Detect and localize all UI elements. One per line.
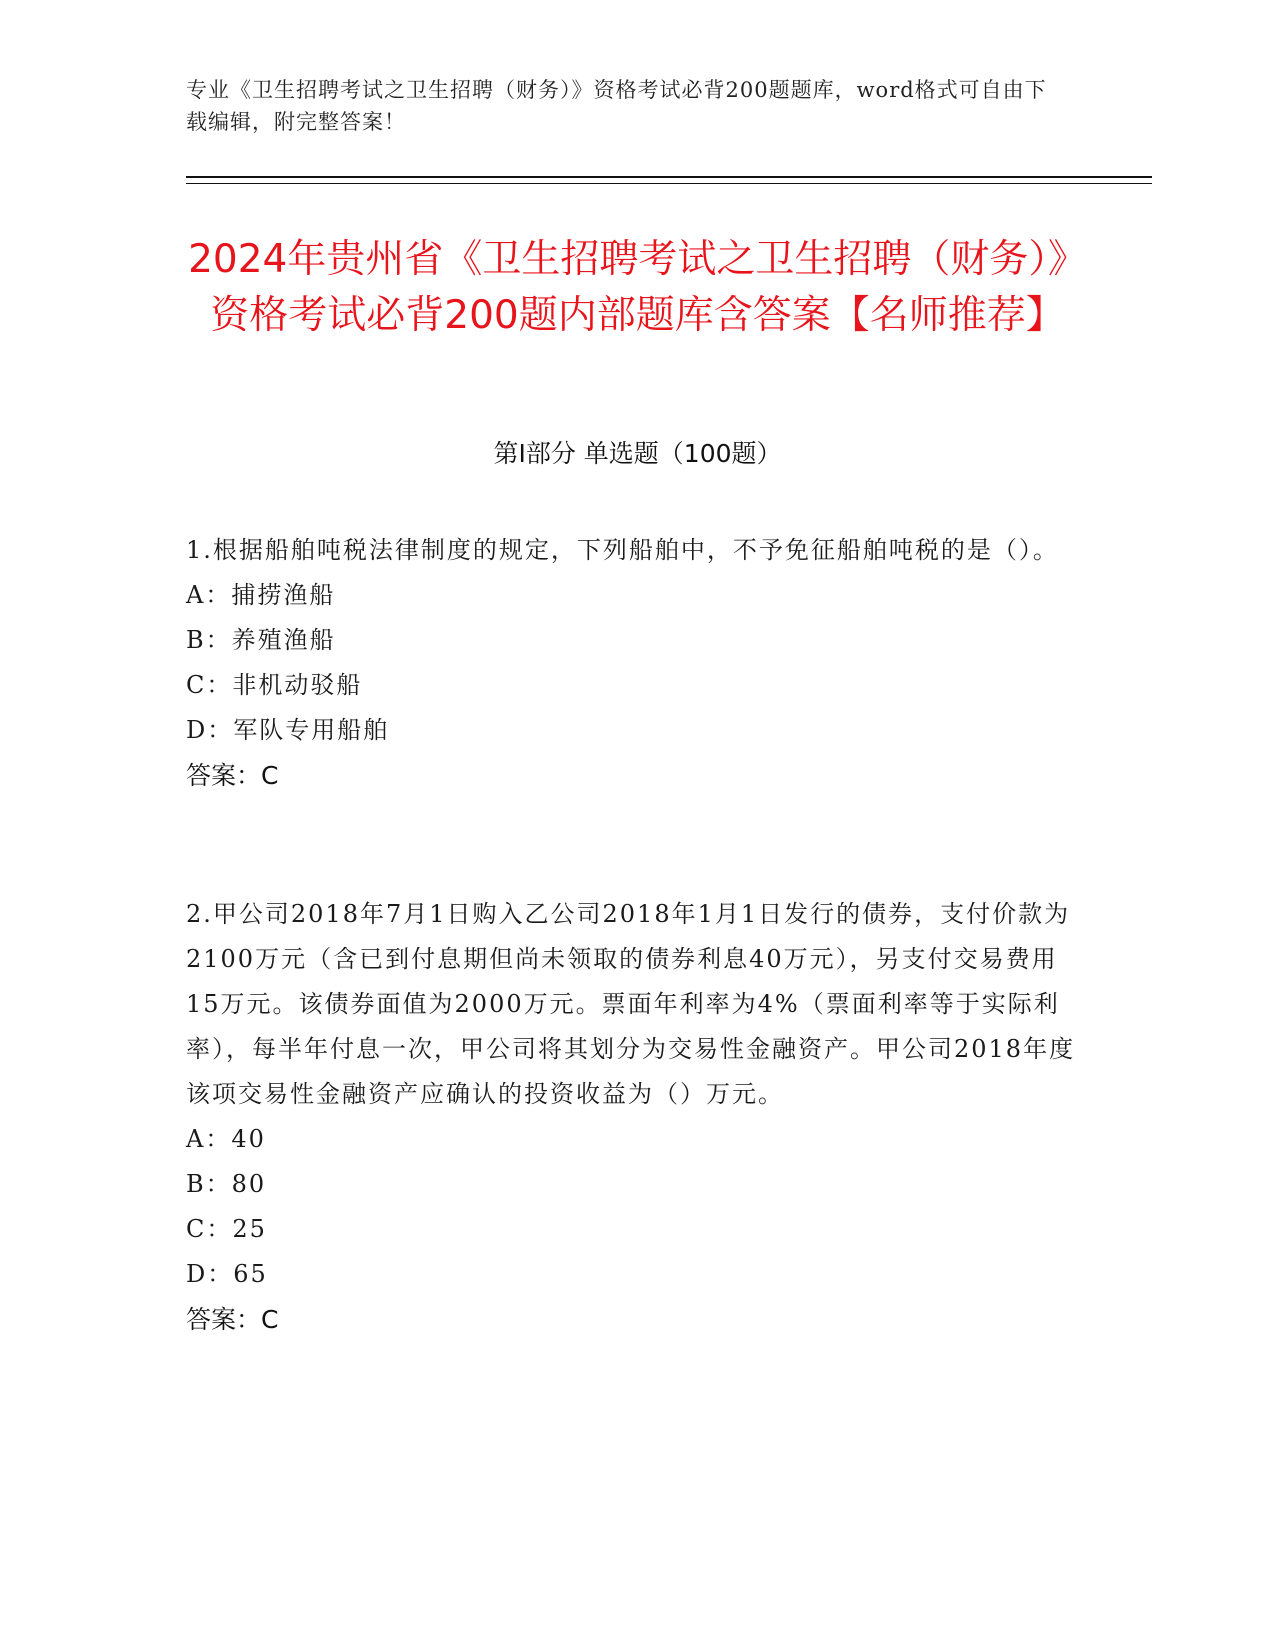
option-b: B：80 (186, 1170, 267, 1198)
question-stem: 2.甲公司2018年7月1日购入乙公司2018年1月1日发行的债券，支付价款为2100万元（含已到付息期但尚未领取的债券利息40万元），另支付交易费用15万元。该债券面值为2000万元。票面年利率为4%（票面利率等于实际利率），每半年付息一次，甲公司将其划分为交易性金融资产。甲公司2018年度该项交易性金融资产应确认的投资收益为（）万元。 (186, 900, 1076, 1108)
question-1 (186, 528, 1076, 798)
option-d: D：65 (186, 1260, 268, 1288)
option-d: D：军队专用船舶 (186, 716, 390, 744)
question-2 (186, 892, 1076, 1342)
section-title: 第Ⅰ部分 单选题（100题） (493, 439, 782, 468)
header-rule-thick (186, 176, 1152, 178)
header-note: 专业《卫生招聘考试之卫生招聘（财务）》资格考试必背200题题库，word格式可自由下载编辑，附完整答案！ (186, 78, 1047, 134)
option-c: C：25 (186, 1215, 267, 1243)
header-rule-thin (186, 183, 1152, 184)
option-c: C：非机动驳船 (186, 671, 363, 699)
answer: 答案：C (186, 1305, 279, 1334)
document-title: 2024年贵州省《卫生招聘考试之卫生招聘（财务）》资格考试必背200题内部题库含答案【名师推荐】 (188, 237, 1087, 338)
option-b: B：养殖渔船 (186, 626, 336, 654)
answer: 答案：C (186, 761, 279, 790)
option-a: A：40 (186, 1125, 266, 1153)
question-stem: 1.根据船舶吨税法律制度的规定，下列船舶中，不予免征船舶吨税的是（）。 (186, 536, 1059, 564)
option-a: A：捕捞渔船 (186, 581, 336, 609)
